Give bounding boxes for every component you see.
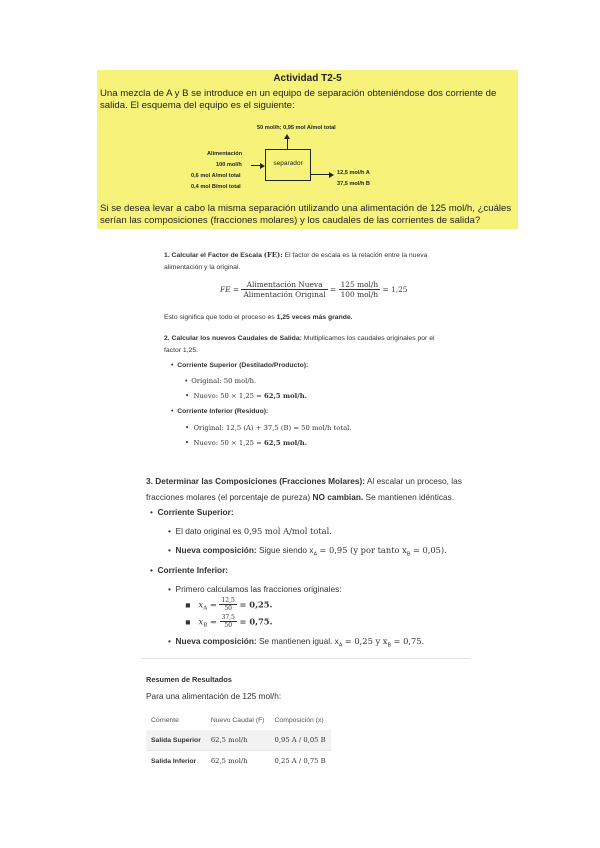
fraction-denominator: Alimentación Original [243,290,326,299]
step2-inf-new-value: 62,5 mol/h. [264,439,308,447]
step2-sup-title-text: Corriente Superior (Destilado/Producto): [177,362,309,369]
fe-symbol: FE [220,285,231,294]
step3-text-b: fracciones molares (el porcentaje de pureza) [146,492,311,502]
step1-text-a: El factor de escala es la relación entre la nueva [284,252,428,259]
bullet-icon: • [150,565,153,575]
scale-factor-equation [220,280,408,299]
step1-note [164,314,353,321]
top-arrow-icon [284,134,290,139]
feed-title: Alimentación [207,151,243,157]
bottom-stream-line [311,174,331,175]
table-header-row [146,710,331,730]
col-header-stream: Corriente [151,716,179,724]
xb-value: = 0,75. [239,616,273,627]
step1-text-b: alimentación y la original. [164,264,241,271]
step2-inf-new-text: Nuevo: 50 × 1,25 = [193,439,262,447]
xa-symbol: x [198,599,204,610]
step3-sup-new: • Nueva composición: Sigue siendo $x_A = 0,95$ (y por tanto $x_B = 0,05$). [168,545,447,558]
col-header-flow: Nuevo Caudal (F) [210,716,265,724]
step2-sup-new-text: Nuevo: 50 × 1,25 = [193,392,262,400]
step2-heading: 2. Calcular los nuevos Caudales de Salida: [164,335,302,342]
step3-sup-new-text: Sigue siendo x [259,545,314,555]
step3-inf-new-end: = 0,75. [393,636,425,646]
col-header-composition: Composición (x) [274,716,324,724]
bottom-stream-b: 37,5 mol/h B [337,181,370,187]
step2-sup-new [185,392,307,400]
step1-heading-symbol: (FE): [263,251,283,259]
row-flow: 62,5 mol/h [206,751,270,772]
step3-heading: 3. Determinar las Composiciones (Fracciones Molares): [146,476,366,486]
table-row [146,751,331,772]
bullet-icon: • [168,545,171,555]
step3-text-a: Al escalar un proceso, las [366,476,462,486]
step2-inf-original-text: Original: 12,5 (A) + 37,5 (B) = 50 mol/h total. [193,424,352,432]
fraction-feed-ratio [241,280,327,299]
table-row [146,730,331,751]
bullet-icon: • [171,362,174,369]
step3-inf-original [168,584,342,594]
step1-heading: 1. Calcular el Factor de Escala [164,252,262,259]
step3-paragraph [146,473,476,505]
step2-inf-new [185,439,307,447]
summary-heading: Resumen de Resultados [146,675,232,684]
step1-note-text: Esto significa que todo el proceso es [164,314,275,321]
fraction-feed-values [339,280,381,299]
problem-intro: Una mezcla de A y B se introduce en un equipo de separación obteniéndose dos corriente de salida. El esquema del equipo es el siguiente: [100,88,497,111]
step2-inf-title-text: Corriente Inferior (Residuo): [177,408,269,415]
bullet-icon: • [168,526,171,536]
summary-table [146,710,331,771]
step3-inf-title-text: Corriente Inferior: [157,565,229,575]
xa-numerator: 12,5 [221,597,235,604]
xa-value: = 0,25. [239,599,273,610]
xa-fraction [219,597,236,612]
bullet-icon: ▪ [185,616,191,627]
row-composition: 0,25 A / 0,75 B [270,751,331,772]
top-stream-label: 50 mol/h; 0,95 mol A/mol total [257,125,336,131]
eq-sign-2: = [330,285,337,294]
fraction-numerator-value: 125 mol/h [340,280,379,289]
bottom-stream-a: 12,5 mol/h A [337,170,370,176]
step1-note-bold: 1,25 veces más grande. [276,314,353,321]
row-stream: Salida Inferior [146,751,206,772]
feed-flow: 100 mol/h [216,162,242,168]
step3-xa-formula: ▪ $x_A$ = $\frac{12,5}{50}$ = 0,25. [185,597,273,612]
fe-result: = 1,25 [382,285,408,294]
step3-inf-new: • Nueva composición: Se mantienen igual. $x_A = 0,25$ y $x_B = 0,75$. [168,636,425,649]
step3-sup-original-text: El dato original es [175,526,242,536]
bullet-icon: • [168,584,171,594]
bottom-arrow-icon [329,172,334,178]
activity-header [97,70,518,229]
problem-question: Si se desea levar a cabo la misma separación utilizando una alimentación de 125 mol/h, ¿cuáles serían las composiciones (fracciones molares) y los caudales de las corrientes de salida? [100,203,512,226]
row-stream: Salida Superior [151,736,201,744]
step2-inf-original [185,424,351,432]
step2-text-b: factor 1,25. [164,347,199,354]
step3-sup-title-text: Corriente Superior: [157,507,234,517]
bullet-icon: • [185,392,190,400]
step2-text-a: Multiplicamos los caudales originales por el [303,335,435,342]
xb-denominator: 50 [224,622,233,629]
summary-intro: Para una alimentación de 125 mol/h: [146,691,282,701]
step3-xb-formula: ▪ $x_B$ = $\frac{37,5}{50}$ = 0,75. [185,614,273,629]
xb-fraction [220,614,237,629]
feed-composition-a: 0,6 mol A/mol total [191,173,241,179]
bullet-icon: • [168,636,171,646]
step3-text-bold: NO cambian. [312,492,364,502]
step3-sup-original-value: 0,95 mol A/mol total. [243,526,332,536]
xa-denominator: 50 [224,605,232,612]
step3-sup-new-end: = 0,05). [412,545,447,555]
step3-inf-title [150,565,228,575]
step2-sup-title [171,362,308,369]
bullet-icon: ▪ [185,599,191,610]
step2-inf-title [171,408,268,415]
feed-composition-b: 0,4 mol B/mol total [191,184,241,190]
activity-title: Actividad T2-5 [273,73,342,84]
section-divider [141,658,470,659]
bullet-icon: • [185,439,190,447]
bullet-icon: • [185,378,188,385]
top-stream-line [287,139,288,149]
step3-inf-original-text: Primero calculamos las fracciones originales: [175,584,342,594]
bullet-icon: • [171,408,174,415]
step3-inf-new-mid: = 0,25 y x [344,636,388,646]
step3-sup-new-value: = 0,95 (y por tanto x [319,545,407,555]
xb-symbol: x [198,616,204,627]
step1-paragraph [164,249,444,274]
step2-sup-original-text: Original: 50 mol/h. [191,377,257,385]
step3-inf-new-text: Se mantienen igual. x [259,636,339,646]
fraction-numerator: Alimentación Nueva [241,280,327,290]
bullet-icon: • [150,507,153,517]
row-flow: 62,5 mol/h [210,736,248,744]
step2-sup-new-value: 62,5 mol/h. [264,392,308,400]
xb-numerator: 37,5 [221,614,235,621]
step3-sup-title [150,507,234,517]
step2-sup-original [185,377,256,385]
step2-paragraph [164,333,444,357]
step3-inf-new-label: Nueva composición: [175,636,257,646]
step3-sup-original [168,526,332,536]
row-composition: 0,95 A / 0,05 B [274,736,326,744]
eq-sign-1: = [232,285,240,294]
fraction-denominator-value: 100 mol/h [340,290,379,299]
step3-text-post: Se mantienen idénticas. [365,492,455,502]
separator-label: separador [273,160,303,167]
step3-sup-new-label: Nueva composición: [175,545,257,555]
bullet-icon: • [185,424,190,432]
